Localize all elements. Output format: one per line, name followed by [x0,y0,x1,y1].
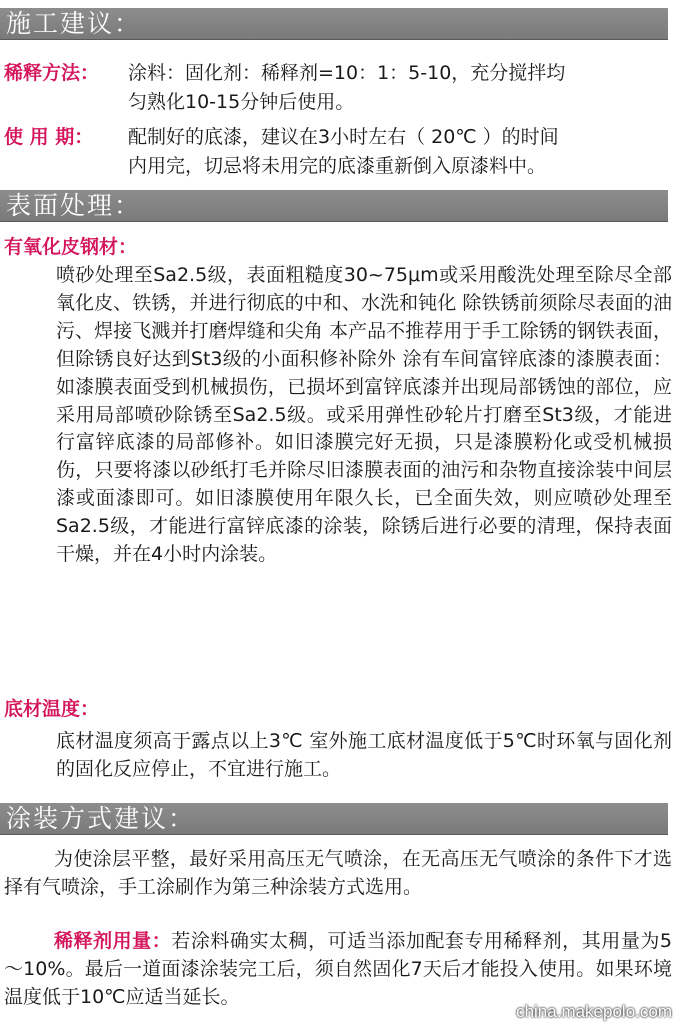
oxide-steel-label: 有氧化皮钢材： [4,236,138,258]
section-header-construction: 施工建议： [0,8,668,40]
dilution-line-2: 匀熟化10-15分钟后使用。 [128,91,355,113]
dilution-line-1: 涂料：固化剂：稀释剂=10：1：5-10，充分搅拌均 [128,62,566,84]
thinner-paragraph [4,928,672,1012]
thinner-label: 稀释剂用量： [54,930,172,952]
substrate-temp-label: 底材温度： [4,698,100,720]
thinner-text: 若涂料确实太稠，可适当添加配套专用稀释剂，其用量为5～10%。最后一道面漆涂装完工后，须自然固化7天后才能投入使用。如果环境温度低于10℃应适当延长。 [4,930,672,1008]
oxide-steel-paragraph: 喷砂处理至Sa2.5级，表面粗糙度30~75μm或采用酸洗处理至除尽全部氧化皮、铁锈，并进行彻底的中和、水洗和钝化 除铁锈前须除尽表面的油污、焊接飞溅并打磨焊缝和尖角 本产品不推荐用于手工除锈的钢铁表面，但除锈良好达到St3级的小面积修补除外 涂有车间富锌底漆的漆膜表面：如漆膜表面受到机械损伤，已损坏到富锌底漆并出现局部锈蚀的部位，应采用局部喷砂除锈至Sa2.5级。或采用弹性砂轮片打磨至St3级，才能进行富锌底漆的局部修补。如旧漆膜完好无损，只是漆膜粉化或受机械损伤，只要将漆以砂纸打毛并除尽旧漆膜表面的油污和杂物直接涂装中间层漆或面漆即可。如旧漆膜使用年限久长，已全面失效，则应喷砂处理至Sa2.5级，才能进行富锌底漆的涂装，除锈后进行必要的清理，保持表面干燥，并在4小时内涂装。 [56,264,672,566]
pot-life-line-1: 配制好的底漆，建议在3小时左右（ 20℃ ）的时间 [128,126,559,148]
section-header-surface: 表面处理： [0,190,668,222]
pot-life-line-2: 内用完，切忌将未用完的底漆重新倒入原漆料中。 [128,155,547,177]
watermark: china.makepolo.com [516,1002,672,1021]
pot-life-label: 使 用 期： [4,126,94,148]
substrate-temp-paragraph: 底材温度须高于露点以上3℃ 室外施工底材温度低于5℃时环氧与固化剂的固化反应停止，不宜进行施工。 [56,730,672,780]
dilution-label: 稀释方法： [4,62,100,84]
application-paragraph: 为使涂层平整，最好采用高压无气喷涂，在无高压无气喷涂的条件下才选择有气喷涂，手工涂刷作为第三种涂装方式选用。 [4,848,672,898]
section-header-application: 涂装方式建议： [0,803,668,835]
